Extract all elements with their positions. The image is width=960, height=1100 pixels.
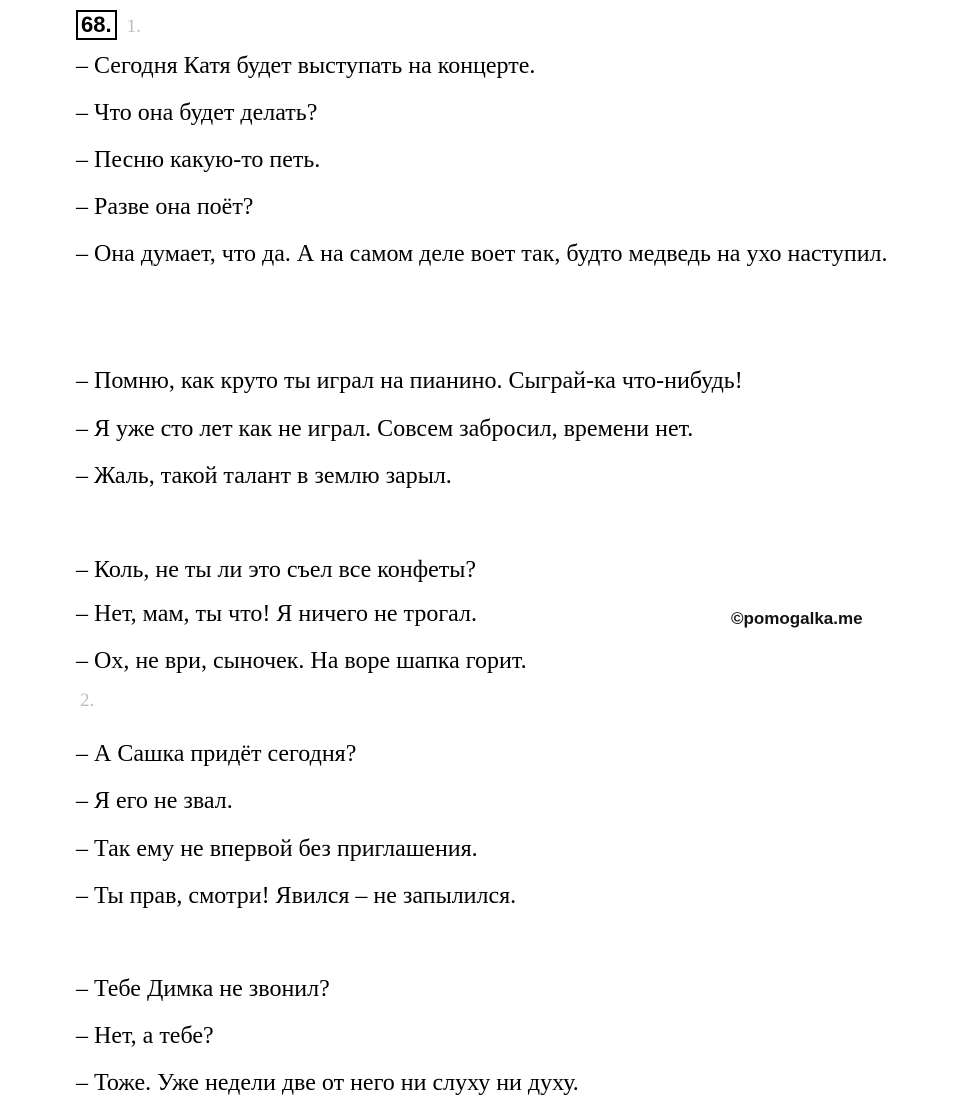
dialogue-line: – Она думает, что да. А на самом деле воет так, будто медведь на ухо наступил.: [76, 241, 888, 267]
dialogue-line: – Песню какую-то петь.: [76, 147, 321, 173]
exercise-number-box: 68.: [76, 10, 117, 40]
dialogue-line: – Ты прав, смотри! Явился – не запылился.: [76, 883, 517, 909]
dialogue-line: – А Сашка придёт сегодня?: [76, 741, 357, 767]
dialogue-line: – Ох, не ври, сыночек. На воре шапка горит.: [76, 648, 527, 674]
dialogue-line: – Сегодня Катя будет выступать на концерте.: [76, 53, 536, 79]
dialogue-line: – Так ему не впервой без приглашения.: [76, 836, 478, 862]
dialogue-line: – Жаль, такой талант в землю зарыл.: [76, 463, 452, 489]
part-1-label: 1.: [126, 16, 141, 37]
exercise-header: [76, 4, 141, 40]
dialogue-line: – Я уже сто лет как не играл. Совсем забросил, времени нет.: [76, 416, 694, 442]
dialogue-line: – Коль, не ты ли это съел все конфеты?: [76, 557, 477, 583]
dialogue-line: – Я его не звал.: [76, 788, 233, 814]
dialogue-line: – Тебе Димка не звонил?: [76, 976, 330, 1002]
watermark-text: ©pomogalka.me: [731, 609, 863, 628]
dialogue-line: – Помню, как круто ты играл на пианино. Сыграй-ка что-нибудь!: [76, 368, 743, 394]
dialogue-line: – Нет, мам, ты что! Я ничего не трогал.: [76, 601, 478, 627]
dialogue-line: – Тоже. Уже недели две от него ни слуху ни духу.: [76, 1070, 579, 1096]
dialogue-line: – Разве она поёт?: [76, 194, 254, 220]
dialogue-line: – Что она будет делать?: [76, 100, 318, 126]
part-2-label: 2.: [80, 690, 95, 711]
dialogue-line: – Нет, а тебе?: [76, 1023, 214, 1049]
